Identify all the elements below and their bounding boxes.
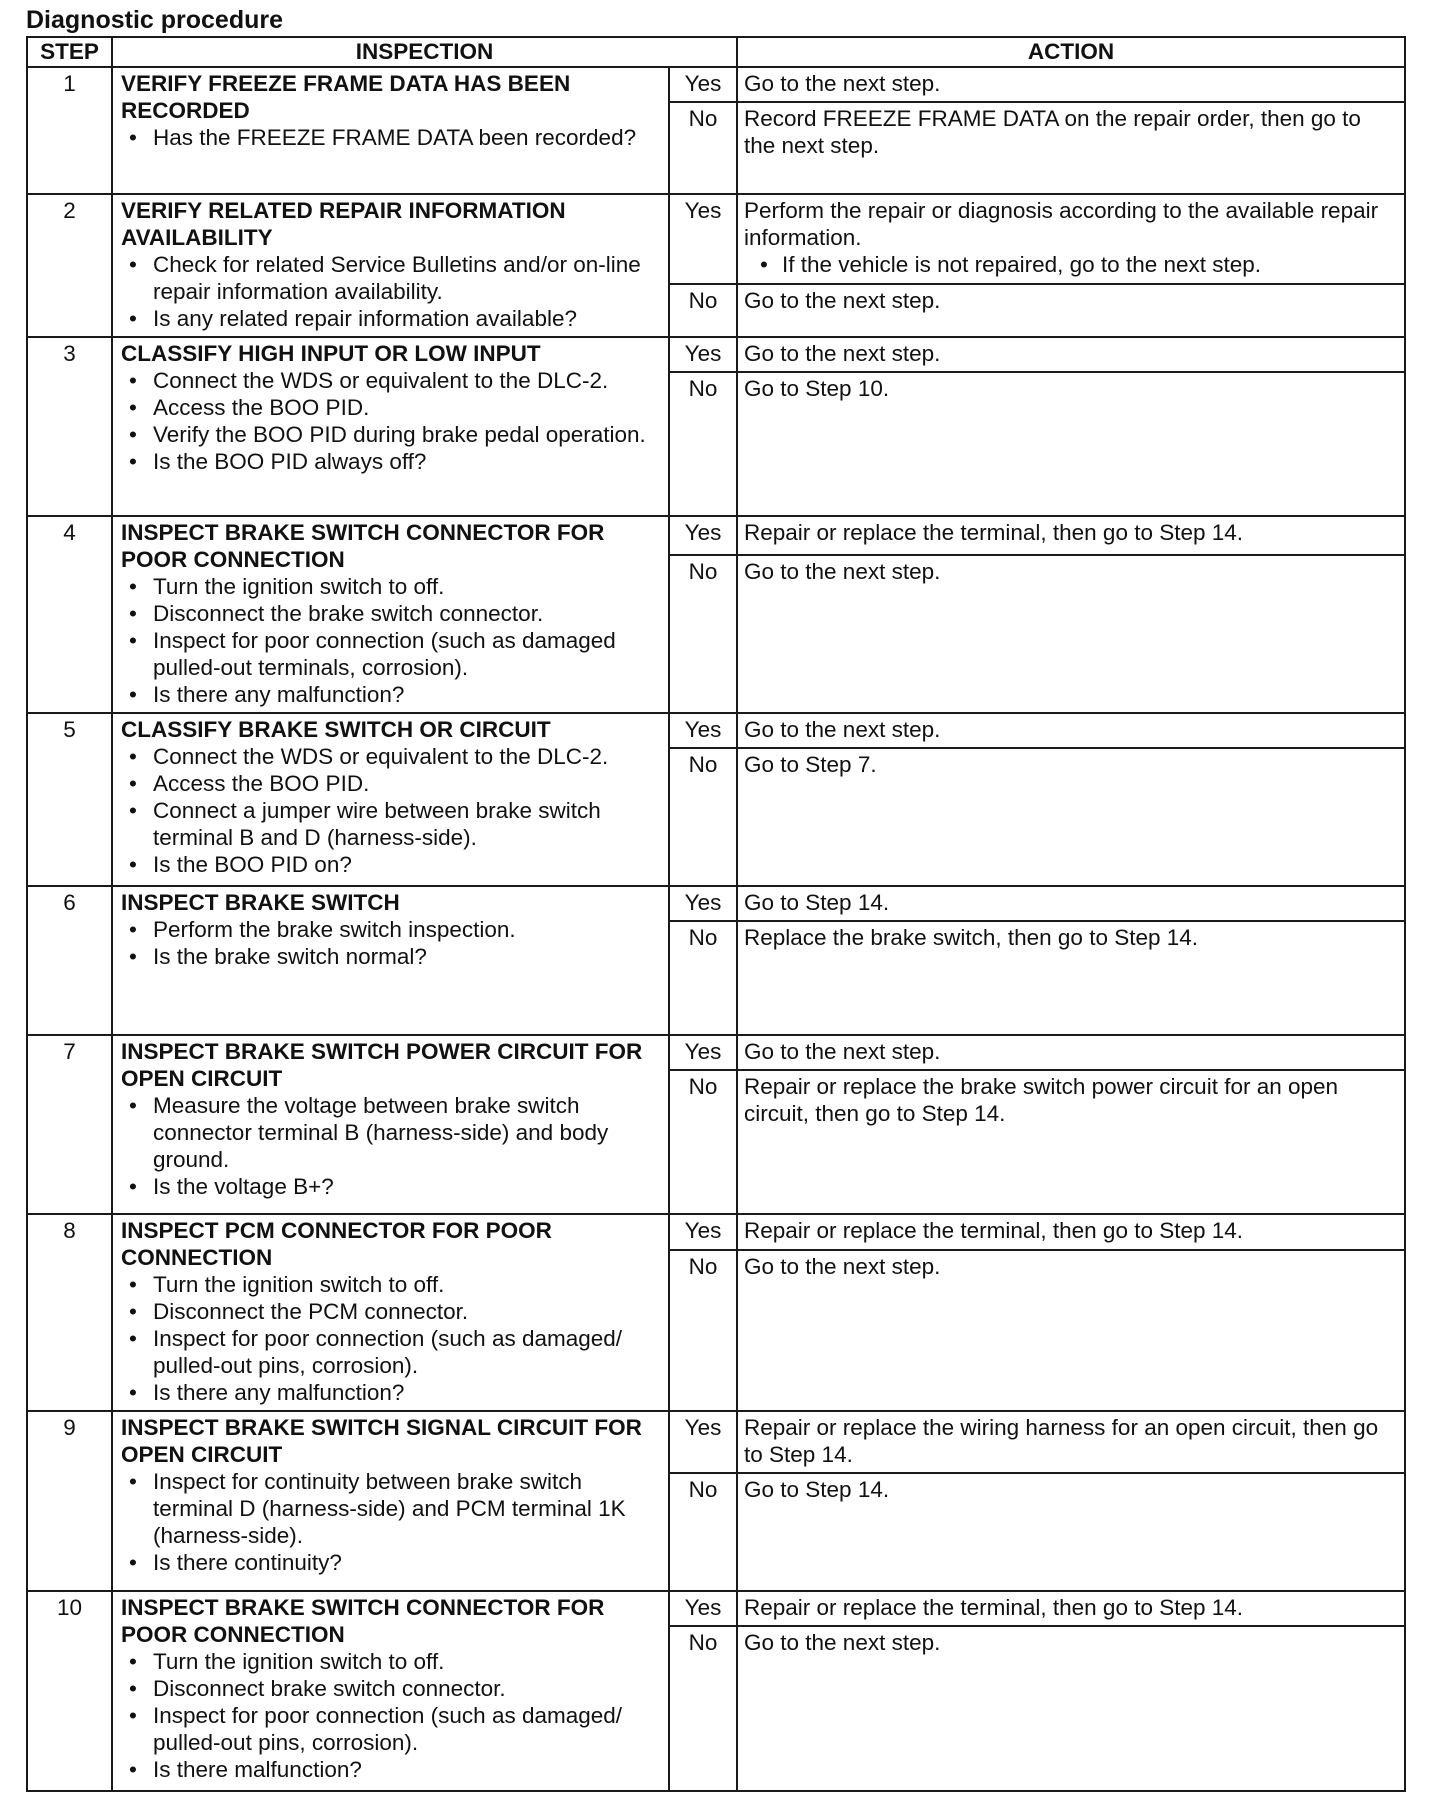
- step-number: 6: [27, 886, 112, 1035]
- inspection-bullet: • Perform the brake switch inspection.: [153, 916, 662, 943]
- yes-label: Yes: [669, 1591, 737, 1626]
- yes-action: [737, 1591, 1405, 1626]
- yes-action-sub-item: • If the vehicle is not repaired, go to the next step.: [782, 251, 1398, 278]
- inspection-bullet: • Disconnect the brake switch connector.: [153, 600, 662, 627]
- step-number: 3: [27, 337, 112, 516]
- inspection-bullet: • Inspect for poor connection (such as damaged pulled-out terminals, corrosion).: [153, 627, 662, 681]
- no-action: Go to the next step.: [737, 1626, 1405, 1791]
- inspection-bullet: • Has the FREEZE FRAME DATA been recorded?: [153, 124, 662, 151]
- no-label: No: [669, 748, 737, 886]
- yes-action-text: Go to the next step.: [744, 341, 941, 366]
- inspection-bullet: • Verify the BOO PID during brake pedal operation.: [153, 421, 662, 448]
- inspection-cell: [112, 1214, 669, 1411]
- table-row: [27, 1214, 1405, 1250]
- no-label: No: [669, 921, 737, 1035]
- yes-label: Yes: [669, 886, 737, 921]
- yes-label: Yes: [669, 1411, 737, 1473]
- inspection-heading: CLASSIFY HIGH INPUT OR LOW INPUT: [121, 341, 541, 366]
- inspection-bullet: • Is there any malfunction?: [153, 1379, 662, 1406]
- no-label: No: [669, 372, 737, 516]
- inspection-cell: [112, 713, 669, 886]
- table-body: [27, 67, 1405, 1791]
- no-label: No: [669, 284, 737, 337]
- yes-label: Yes: [669, 194, 737, 284]
- yes-action: [737, 337, 1405, 372]
- yes-label: Yes: [669, 337, 737, 372]
- inspection-heading: CLASSIFY BRAKE SWITCH OR CIRCUIT: [121, 717, 551, 742]
- no-action: Replace the brake switch, then go to Step 14.: [737, 921, 1405, 1035]
- inspection-bullet: • Is the BOO PID always off?: [153, 448, 662, 475]
- inspection-cell: [112, 1035, 669, 1214]
- no-label: No: [669, 1250, 737, 1411]
- inspection-bullet: • Access the BOO PID.: [153, 770, 662, 797]
- yes-label: Yes: [669, 1214, 737, 1250]
- yes-label: Yes: [669, 1035, 737, 1070]
- inspection-bullet: • Is there continuity?: [153, 1549, 662, 1576]
- page-title: Diagnostic procedure: [26, 6, 283, 34]
- inspection-bullet: • Check for related Service Bulletins and/or on-line repair information availability.: [153, 251, 662, 305]
- yes-action: [737, 1035, 1405, 1070]
- yes-label: Yes: [669, 713, 737, 748]
- inspection-bullets: [121, 367, 662, 475]
- no-action: Go to Step 14.: [737, 1473, 1405, 1591]
- inspection-bullet: • Disconnect brake switch connector.: [153, 1675, 662, 1702]
- inspection-cell: [112, 516, 669, 713]
- inspection-bullet: • Turn the ignition switch to off.: [153, 1648, 662, 1675]
- table-row: [27, 67, 1405, 102]
- no-label: No: [669, 1070, 737, 1214]
- yes-action-text: Go to the next step.: [744, 71, 941, 96]
- inspection-bullet: • Turn the ignition switch to off.: [153, 573, 662, 600]
- no-action: Repair or replace the brake switch power circuit for an open circuit, then go to Step 14.: [737, 1070, 1405, 1214]
- inspection-bullet: • Is the brake switch normal?: [153, 943, 662, 970]
- inspection-bullets: [121, 1092, 662, 1200]
- inspection-bullets: [121, 1648, 662, 1783]
- inspection-heading: VERIFY FREEZE FRAME DATA HAS BEEN RECORDED: [121, 71, 571, 123]
- inspection-bullet: • Is the BOO PID on?: [153, 851, 662, 878]
- inspection-heading: INSPECT BRAKE SWITCH CONNECTOR FOR POOR CONNECTION: [121, 1595, 605, 1647]
- yes-action-text: Go to the next step.: [744, 1039, 941, 1064]
- yes-action-text: Go to the next step.: [744, 717, 941, 742]
- step-number: 2: [27, 194, 112, 337]
- no-label: No: [669, 555, 737, 713]
- inspection-heading: INSPECT BRAKE SWITCH CONNECTOR FOR POOR CONNECTION: [121, 520, 605, 572]
- table-row: [27, 1591, 1405, 1626]
- diagnostic-table: [26, 36, 1406, 1792]
- inspection-cell: [112, 67, 669, 194]
- inspection-bullet: • Inspect for poor connection (such as damaged/ pulled-out pins, corrosion).: [153, 1325, 662, 1379]
- no-label: No: [669, 1626, 737, 1791]
- table-row: [27, 516, 1405, 555]
- step-number: 9: [27, 1411, 112, 1591]
- inspection-bullet: • Connect the WDS or equivalent to the DLC-2.: [153, 367, 662, 394]
- inspection-bullet: • Inspect for continuity between brake switch terminal D (harness-side) and PCM terminal 1K (harness-side).: [153, 1468, 662, 1549]
- inspection-bullets: [121, 1271, 662, 1406]
- inspection-bullet: • Is the voltage B+?: [153, 1173, 662, 1200]
- table-header-row: [27, 37, 1405, 67]
- yes-action-text: Repair or replace the terminal, then go to Step 14.: [744, 520, 1244, 545]
- inspection-bullets: [121, 1468, 662, 1576]
- step-number: 1: [27, 67, 112, 194]
- inspection-bullets: [121, 251, 662, 332]
- yes-action-text: Repair or replace the terminal, then go to Step 14.: [744, 1218, 1244, 1243]
- table-row: [27, 1411, 1405, 1473]
- table-row: [27, 337, 1405, 372]
- no-action: Go to Step 10.: [737, 372, 1405, 516]
- yes-action-text: Go to Step 14.: [744, 890, 890, 915]
- header-inspection: INSPECTION: [112, 37, 737, 67]
- inspection-bullets: [121, 743, 662, 878]
- no-action: Record FREEZE FRAME DATA on the repair order, then go to the next step.: [737, 102, 1405, 194]
- inspection-heading: INSPECT BRAKE SWITCH: [121, 890, 400, 915]
- inspection-bullet: • Is there malfunction?: [153, 1756, 662, 1783]
- yes-action: [737, 516, 1405, 555]
- yes-action: [737, 1411, 1405, 1473]
- table-row: [27, 194, 1405, 284]
- yes-action-text: Repair or replace the terminal, then go to Step 14.: [744, 1595, 1244, 1620]
- inspection-bullet: • Disconnect the PCM connector.: [153, 1298, 662, 1325]
- step-number: 4: [27, 516, 112, 713]
- no-action: Go to Step 7.: [737, 748, 1405, 886]
- header-step: STEP: [27, 37, 112, 67]
- step-number: 8: [27, 1214, 112, 1411]
- yes-action: [737, 886, 1405, 921]
- step-number: 10: [27, 1591, 112, 1791]
- no-label: No: [669, 1473, 737, 1591]
- yes-action-text: Repair or replace the wiring harness for an open circuit, then go to Step 14.: [744, 1415, 1379, 1467]
- yes-action-sub-list: [744, 251, 1398, 278]
- inspection-bullet: • Connect the WDS or equivalent to the DLC-2.: [153, 743, 662, 770]
- inspection-bullets: [121, 916, 662, 970]
- step-number: 5: [27, 713, 112, 886]
- inspection-bullet: • Access the BOO PID.: [153, 394, 662, 421]
- table-row: [27, 886, 1405, 921]
- inspection-bullet: • Is there any malfunction?: [153, 681, 662, 708]
- inspection-bullet: • Inspect for poor connection (such as damaged/ pulled-out pins, corrosion).: [153, 1702, 662, 1756]
- yes-label: Yes: [669, 516, 737, 555]
- inspection-bullet: • Connect a jumper wire between brake switch terminal B and D (harness-side).: [153, 797, 662, 851]
- yes-label: Yes: [669, 67, 737, 102]
- yes-action: [737, 1214, 1405, 1250]
- inspection-cell: [112, 1411, 669, 1591]
- diagnostic-page: [26, 0, 1404, 1792]
- yes-action-text: Perform the repair or diagnosis according to the available repair information.: [744, 198, 1379, 250]
- no-action: Go to the next step.: [737, 1250, 1405, 1411]
- inspection-bullet: • Is any related repair information available?: [153, 305, 662, 332]
- no-action: Go to the next step.: [737, 284, 1405, 337]
- inspection-cell: [112, 886, 669, 1035]
- inspection-heading: VERIFY RELATED REPAIR INFORMATION AVAILABILITY: [121, 198, 566, 250]
- yes-action: [737, 194, 1405, 284]
- yes-action: [737, 67, 1405, 102]
- inspection-cell: [112, 1591, 669, 1791]
- inspection-bullets: [121, 573, 662, 708]
- inspection-bullets: [121, 124, 662, 151]
- inspection-heading: INSPECT PCM CONNECTOR FOR POOR CONNECTION: [121, 1218, 552, 1270]
- header-action: ACTION: [737, 37, 1405, 67]
- inspection-bullet: • Turn the ignition switch to off.: [153, 1271, 662, 1298]
- table-row: [27, 713, 1405, 748]
- inspection-cell: [112, 337, 669, 516]
- step-number: 7: [27, 1035, 112, 1214]
- no-label: No: [669, 102, 737, 194]
- yes-action: [737, 713, 1405, 748]
- table-row: [27, 1035, 1405, 1070]
- inspection-cell: [112, 194, 669, 337]
- inspection-heading: INSPECT BRAKE SWITCH POWER CIRCUIT FOR OPEN CIRCUIT: [121, 1039, 643, 1091]
- inspection-heading: INSPECT BRAKE SWITCH SIGNAL CIRCUIT FOR OPEN CIRCUIT: [121, 1415, 642, 1467]
- inspection-bullet: • Measure the voltage between brake switch connector terminal B (harness-side) and body ground.: [153, 1092, 662, 1173]
- no-action: Go to the next step.: [737, 555, 1405, 713]
